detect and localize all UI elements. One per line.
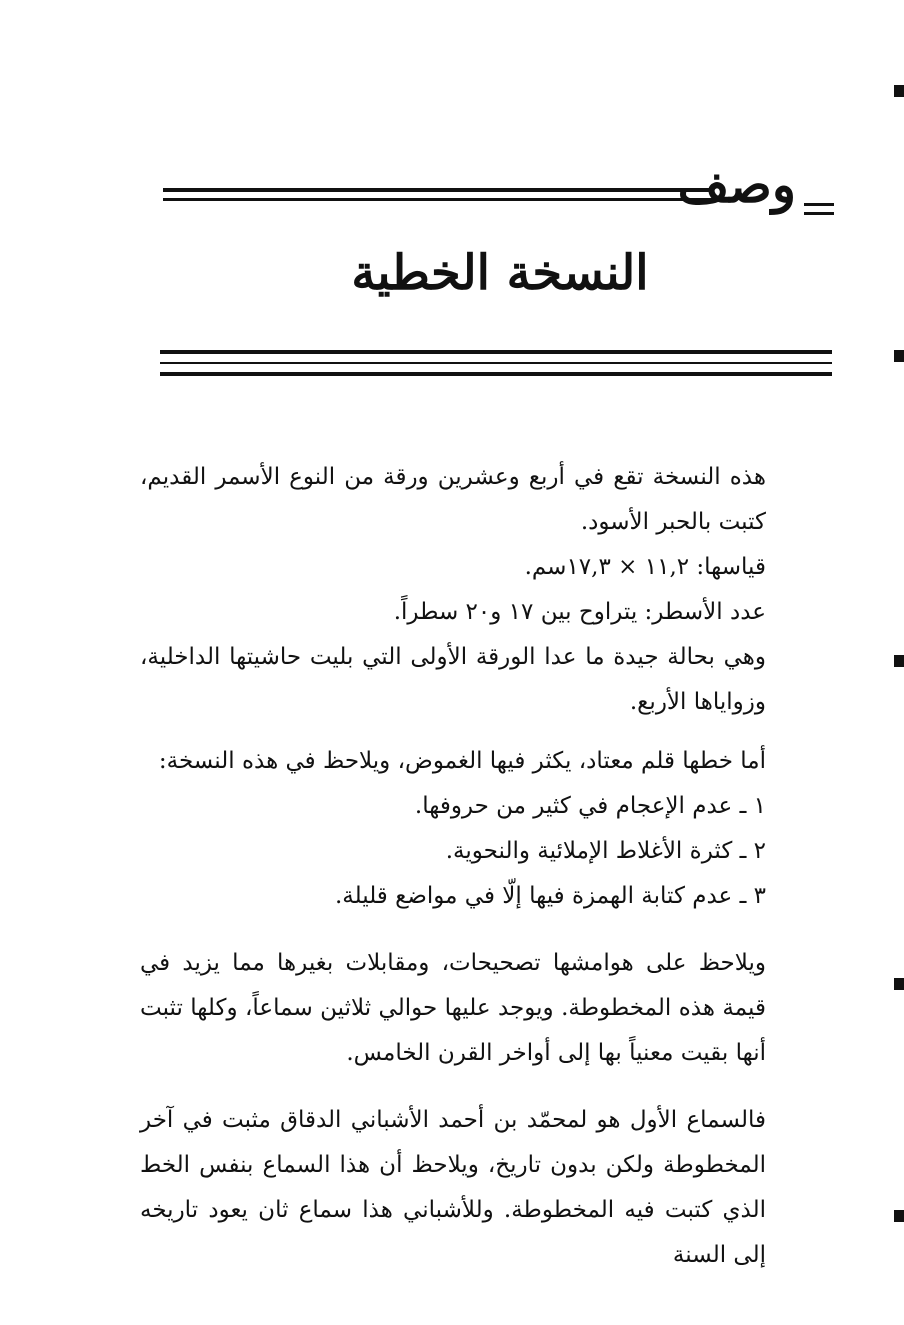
paragraph-intro: هذه النسخة تقع في أربع وعشرين ورقة من النوع الأسمر القديم، كتبت بالحبر الأسود.: [140, 464, 766, 535]
section-heading: وصف: [677, 155, 796, 214]
body-text: [140, 455, 830, 1278]
title-rule-1: [160, 350, 832, 354]
paragraph-condition: وهي بحالة جيدة ما عدا الورقة الأولى التي بليت حاشيتها الداخلية، وزواياها الأربع.: [140, 644, 766, 715]
list-item: ٣ ـ عدم كتابة الهمزة فيها إلّا في مواضع قليلة.: [335, 883, 766, 909]
title-rule-3: [160, 372, 832, 376]
edge-mark: [894, 85, 904, 97]
header-rule-upper: [163, 188, 711, 192]
paragraph-script: أما خطها قلم معتاد، يكثر فيها الغموض، ويلاحظ في هذه النسخة:: [158, 748, 766, 774]
paragraph-margins: ويلاحظ على هوامشها تصحيحات، ومقابلات بغيرها مما يزيد في قيمة هذه المخطوطة. ويوجد عليها حوالي ثلاثين سماعاً، وكلها تثبت أنها بقيت معنياً بها إلى أواخر القرن الخامس.: [140, 950, 766, 1066]
edge-mark: [894, 978, 904, 990]
title-rule-2: [160, 362, 832, 364]
header-rule-lower: [163, 198, 711, 201]
header-rule-short-lower: [804, 212, 834, 215]
list-item: ١ ـ عدم الإعجام في كثير من حروفها.: [414, 793, 766, 819]
page-title: النسخة الخطية: [351, 245, 649, 301]
paragraph-size: قياسها: ١١,٢ × ١٧,٣سم.: [524, 554, 766, 580]
header-rule-short-upper: [804, 203, 834, 206]
edge-mark: [894, 655, 904, 667]
list-item: ٢ ـ كثرة الأغلاط الإملائية والنحوية.: [445, 838, 766, 864]
paragraph-lines: عدد الأسطر: يتراوح بين ١٧ و٢٠ سطراً.: [393, 599, 766, 625]
edge-mark: [894, 1210, 904, 1222]
edge-mark: [894, 350, 904, 362]
paragraph-first-hearing: فالسماع الأول هو لمحمّد بن أحمد الأشباني الدقاق مثبت في آخر المخطوطة ولكن بدون تاريخ، ويلاحظ أن هذا السماع بنفس الخط الذي كتبت فيه المخطوطة. وللأشباني هذا سماع ثان يعود تاريخه إلى السنة: [140, 1107, 766, 1268]
